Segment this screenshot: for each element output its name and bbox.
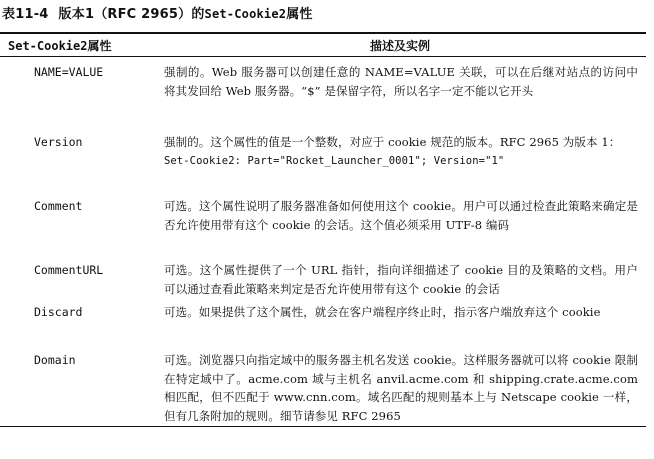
attribute-description: 可选。如果提供了这个属性，就会在客户端程序终止时，指示客户端放弃这个 cookie [164, 305, 601, 319]
table-row [0, 347, 646, 426]
table-row [0, 57, 646, 127]
attribute-name: CommentURL [34, 263, 104, 277]
attribute-description: 强制的。这个属性的值是一个整数，对应于 cookie 规范的版本。RFC 2965 为版本 1： [164, 135, 621, 149]
caption-mono-term: Set-Cookie2 [204, 7, 287, 21]
attribute-description: 强制的。Web 服务器可以创建任意的 NAME=VALUE 关联，可以在后继对站点的访问中将其发回给 Web 服务器。“$” 是保留字符，所以名字一定不能以它开头 [164, 65, 638, 98]
attribute-name: Version [34, 135, 83, 149]
table-header-row [0, 34, 646, 57]
attribute-description: 可选。这个属性说明了服务器准备如何使用这个 cookie。用户可以通过检查此策略来确定是否允许使用带有这个 cookie 的会话。这个值必须采用 UTF-8 编码 [164, 199, 638, 232]
table-caption [2, 4, 313, 24]
header-attribute: Set-Cookie2属性 [8, 38, 112, 53]
table-number: 表11-4 [2, 7, 49, 22]
caption-prefix: 版本1（RFC 2965）的 [58, 7, 205, 22]
caption-suffix: 属性 [286, 7, 313, 22]
attribute-description: 可选。这个属性提供了一个 URL 指针，指向详细描述了 cookie 目的及策略的文档。用户可以通过查看此策略来判定是否允许使用带有这个 cookie 的会话 [164, 263, 638, 296]
table-row [0, 255, 646, 301]
header-description: 描述及实例 [369, 38, 430, 53]
table-row [0, 195, 646, 255]
table-row [0, 301, 646, 347]
attribute-name: Discard [34, 305, 83, 319]
attributes-table [0, 32, 646, 427]
attribute-name: NAME=VALUE [34, 65, 104, 79]
attribute-name: Domain [34, 353, 76, 367]
table-row [0, 127, 646, 195]
attribute-description-cell [164, 133, 638, 170]
code-example: Set-Cookie2: Part="Rocket_Launcher_0001"; Version="1" [164, 154, 505, 167]
attribute-name: Comment [34, 199, 83, 213]
attribute-description: 可选。浏览器只向指定域中的服务器主机名发送 cookie。这样服务器就可以将 cookie 限制在特定域中了。acme.com 域与主机名 anvil.acme.com 和 shipping.crate.acme.com 相匹配，但不匹配于 www.cnn.com。域名匹配的规则基本上与 Netscape cookie 一样，但有几条附加的规则。细节请参见 RFC 2965 [164, 353, 638, 423]
